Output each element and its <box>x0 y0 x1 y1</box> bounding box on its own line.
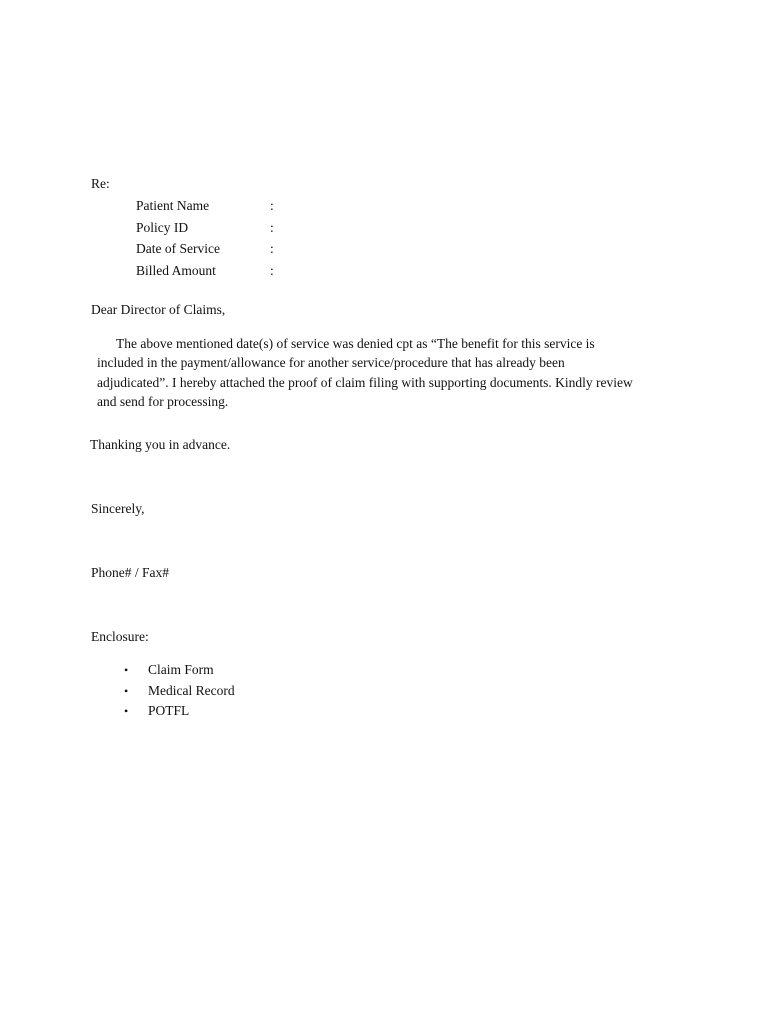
enclosure-item-label: Claim Form <box>148 662 214 677</box>
field-separator: : <box>270 220 274 235</box>
enclosure-label: Enclosure: <box>91 629 149 644</box>
field-patient-name <box>136 198 336 214</box>
thanks-line: Thanking you in advance. <box>90 437 231 452</box>
contact-line: Phone# / Fax# <box>91 565 170 580</box>
bullet-icon: • <box>124 704 129 718</box>
field-policy-id <box>136 220 336 236</box>
enclosure-item-label: POTFL <box>148 703 190 718</box>
field-label: Patient Name <box>136 198 210 213</box>
body-line: The above mentioned date(s) of service was denied cpt as “The benefit for this service is <box>116 336 595 351</box>
enclosure-item-label: Medical Record <box>148 682 235 698</box>
bullet-icon: • <box>124 683 129 698</box>
re-label: Re: <box>91 176 110 191</box>
salutation: Dear Director of Claims, <box>91 302 226 317</box>
field-separator: : <box>270 241 274 256</box>
body-line: and send for processing. <box>97 394 229 409</box>
body-line: adjudicated”. I hereby attached the proof of claim filing with supporting documents. Kindly review <box>97 375 633 390</box>
field-date-of-service <box>136 241 336 257</box>
bullet-icon: • <box>124 663 129 677</box>
field-label: Billed Amount <box>136 263 216 278</box>
field-label: Date of Service <box>136 241 220 256</box>
body-line: included in the payment/allowance for another service/procedure that has already been <box>97 355 565 370</box>
field-label: Policy ID <box>136 220 189 235</box>
field-separator: : <box>270 198 274 213</box>
field-billed-amount <box>136 263 336 279</box>
field-separator: : <box>270 263 274 278</box>
closing: Sincerely, <box>91 501 145 516</box>
